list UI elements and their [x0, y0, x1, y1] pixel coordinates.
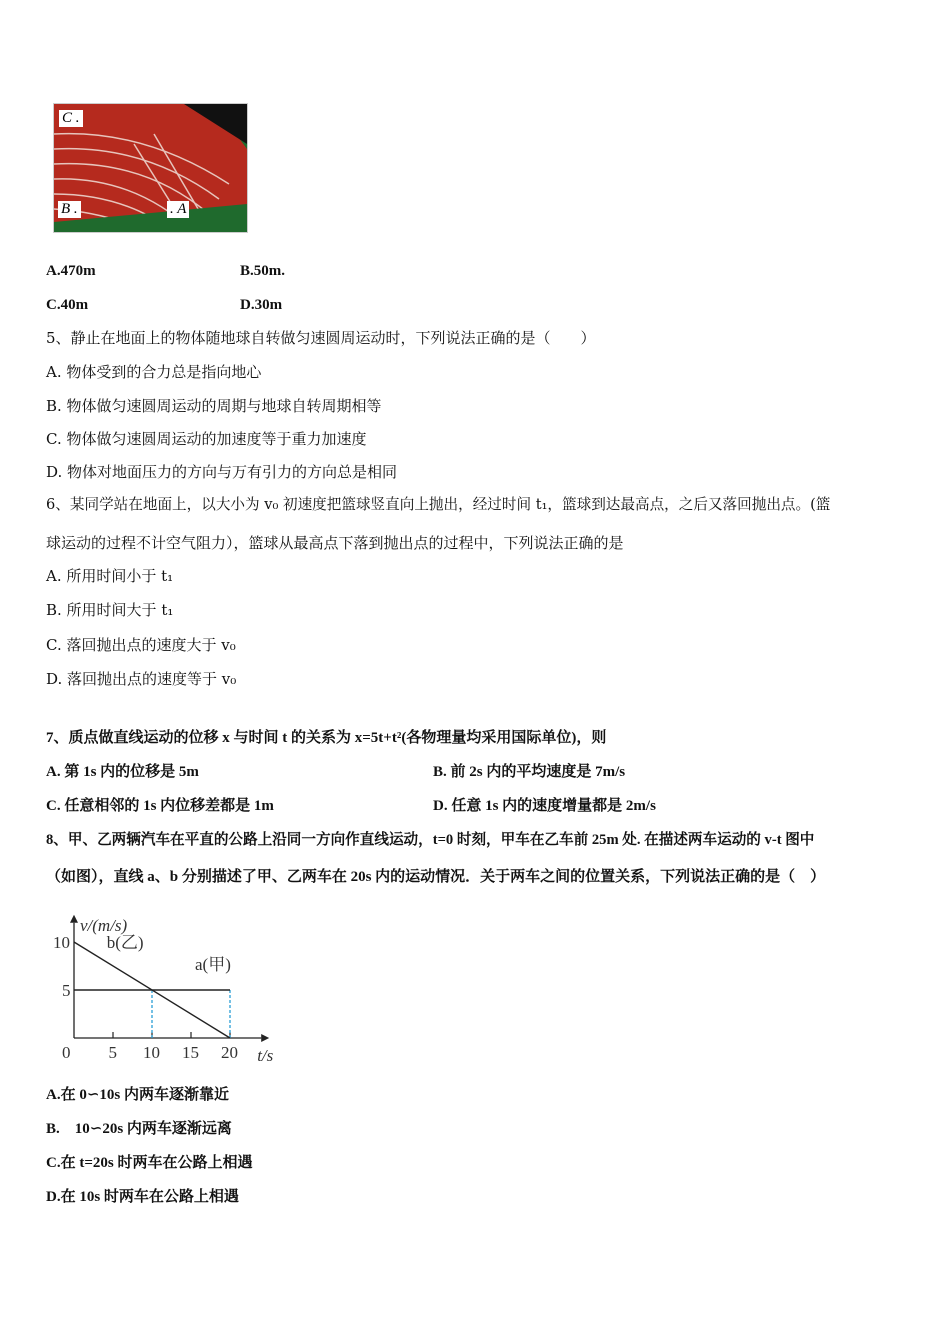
y-axis-label: v/(m/s) [80, 915, 128, 935]
label-b: B . [58, 201, 81, 218]
q7-option-b: B. 前 2s 内的平均速度是 7m/s [433, 764, 626, 780]
q5-option-a: A. 物体受到的合力总是指向地心 [46, 363, 262, 381]
q6-option-c: C. 落回抛出点的速度大于 v₀ [46, 636, 236, 654]
q6-option-b: B. 所用时间大于 t₁ [46, 601, 174, 619]
y-axis-arrow [70, 915, 78, 923]
q8-option-b: B. 10∽20s 内两车逐渐远离 [46, 1121, 232, 1137]
x-tick-label: 0 [62, 1043, 71, 1062]
track-illustration [54, 104, 247, 232]
label-a: . A [167, 201, 189, 218]
q8-option-c: C.在 t=20s 时两车在公路上相遇 [46, 1155, 253, 1171]
q6-option-d: D. 落回抛出点的速度等于 v₀ [46, 670, 237, 688]
label-c: C . [59, 110, 83, 127]
q5-option-d: D. 物体对地面压力的方向与万有引力的方向总是相同 [46, 463, 398, 481]
vt-chart [40, 898, 300, 1068]
q4-option-d: D.30m [240, 297, 283, 313]
q5-option-b: B. 物体做匀速圆周运动的周期与地球自转周期相等 [46, 397, 382, 415]
x-tick-label: 20 [221, 1043, 238, 1062]
q5-stem: 5、静止在地面上的物体随地球自转做匀速圆周运动时，下列说法正确的是（ ） [46, 329, 596, 347]
q4-option-b: B.50m. [240, 263, 285, 279]
series-label-a: a(甲) [195, 955, 231, 974]
q8-option-d: D.在 10s 时两车在公路上相遇 [46, 1189, 239, 1205]
q8-option-a: A.在 0∽10s 内两车逐渐靠近 [46, 1087, 229, 1103]
q6-stem-line2: 球运动的过程不计空气阻力），篮球从最高点下落到抛出点的过程中，下列说法正确的是 [46, 534, 624, 552]
q8-stem-line1: 8、甲、乙两辆汽车在平直的公路上沿同一方向作直线运动，t=0 时刻，甲车在乙车前 25m 处. 在描述两车运动的 v-t 图中 [46, 832, 815, 848]
q4-option-a: A.470m [46, 263, 96, 279]
q5-option-c: C. 物体做匀速圆周运动的加速度等于重力加速度 [46, 430, 367, 448]
x-tick-label: 15 [182, 1043, 199, 1062]
x-tick-label: 10 [143, 1043, 160, 1062]
q6-stem-line1: 6、某同学站在地面上，以大小为 v₀ 初速度把篮球竖直向上抛出，经过时间 t₁，篮球到达最高点，之后又落回抛出点。(篮 [46, 496, 831, 513]
q7-option-a: A. 第 1s 内的位移是 5m [46, 764, 199, 780]
q8-stem-line2: （如图），直线 a、b 分别描述了甲、乙两车在 20s 内的运动情况．关于两车之间的位置关系，下列说法正确的是（ ） [46, 869, 826, 885]
x-axis-label: t/s [257, 1046, 274, 1065]
q6-option-a: A. 所用时间小于 t₁ [46, 567, 174, 585]
track-photo [53, 103, 248, 233]
q7-option-d: D. 任意 1s 内的速度增量都是 2m/s [433, 798, 656, 814]
x-tick-label: 5 [108, 1043, 117, 1062]
x-axis-arrow [261, 1034, 269, 1042]
series-label-b: b(乙) [106, 933, 144, 952]
q7-option-c: C. 任意相邻的 1s 内位移差都是 1m [46, 798, 274, 814]
q4-option-c: C.40m [46, 297, 89, 313]
q7-stem: 7、质点做直线运动的位移 x 与时间 t 的关系为 x=5t+t²(各物理量均采用国际单位)，则 [46, 730, 607, 746]
y-tick-label: 10 [53, 933, 70, 952]
y-tick-label: 5 [62, 981, 71, 1000]
